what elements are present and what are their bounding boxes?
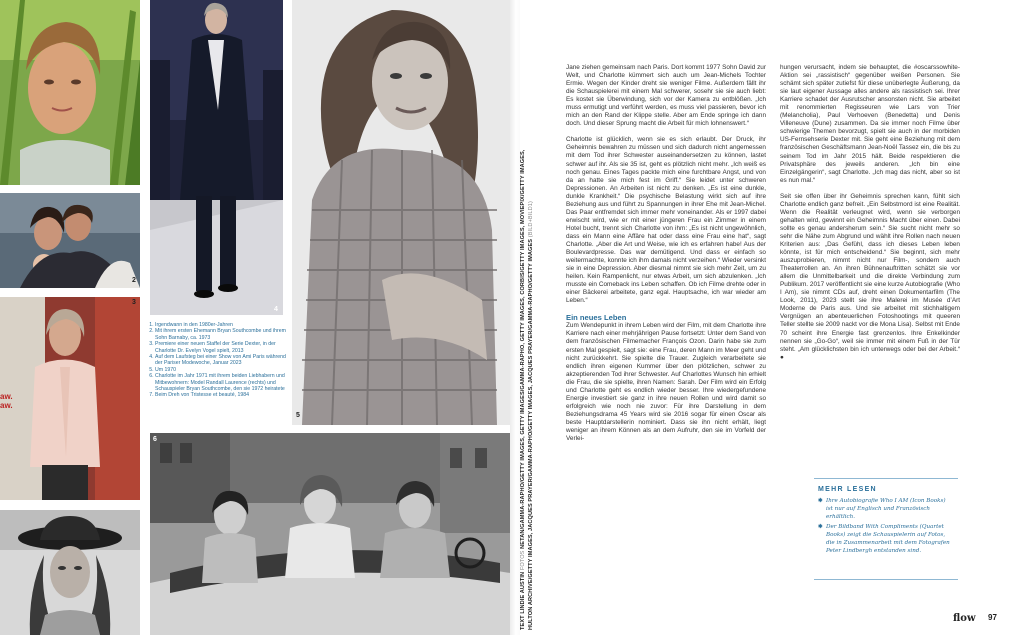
asterisk-icon: ✱	[818, 524, 823, 530]
photo-portrait-grass	[0, 0, 140, 185]
more-reading-item	[818, 497, 954, 521]
photo-hat-portrait	[0, 510, 140, 635]
caption-6: 6. Charlotte im Jahr 1971 mit ihrem beiden Liebhabern und Mitbewohnern: Model Randall Laurence (rechts) und Schauspieler Bryan Southcombe, den sie 1972 heiratete	[155, 373, 293, 392]
more-reading-item-text: Ihre Autobiografie Who I AM (Icon Books) ist nur auf Englisch und Französisch erhältlich.	[826, 498, 946, 520]
article-paragraph: Charlotte ist glücklich, wenn sie es sich erlaubt. Der Druck, ihr Geheimnis bewahren zu müssen und sich dadurch nicht angemessen mit dem Tod ihrer Schwester auseinandersetzen zu können, lastet schwer auf ihr. Als sie 35 ist, geht es plötzlich nicht mehr. „Ich weiß es noch genau. Eines Tages packte mich eine furchtbare Angst, und von da an hatte sie mich fest im Griff.“ Sie leidet unter schweren Depressionen. An Arbeiten ist nicht zu denken. „Es ist eine dunkle, dunkle Krankheit.“ Die psychische Belastung wirkt sich auf ihre Beziehung aus und führt zu Spannungen in ihrer Ehe mit Jean-Michel. Das Paar entfremdet sich immer mehr voneinander. Als er 1997 dabei erwischt wird, wie er mit einer jüngeren Frau ein Zimmer in einem Hotel bucht, trennt sich Charlotte von ihm: „Es ist nicht ungewöhnlich, dass ein Mann eine Affäre hat oder dass eine Frau eine hat“, sagt Charlotte. „Aber die Art und Weise, wie ich es erfahren habe! Aus der Boulevardpresse. Das war demütigend. Und dass er einfach so weitermachte, konnte ich ihm damals nicht verzeihen.“ Wieder versinkt sie in eine Depression. Aber diesmal nimmt sie sich mehr Zeit, um zu heilen. Kein Rampenlicht, nur etwas Arbeit, um sich abzulenken. „Ich musste ein Comeback ins Leben schaffen. Ob ich Filme drehte oder in einer Bäckerei arbeitete, ganz egal. Hauptsache, ich war wieder am Leben.“	[566, 136, 766, 305]
background-sign-text: aw. aw.	[0, 392, 13, 410]
more-reading-item-text: Der Bildband With Compliments (Quartet Books) zeigt die Schauspielerin auf Fotos, die in Zusammenarbeit mit dem Fotografen Peter Lindbergh entstanden sind.	[826, 524, 950, 554]
article-paragraph: Jane ziehen gemeinsam nach Paris. Dort kommt 1977 Sohn David zur Welt, und Charlotte kümmert sich auch um Jean-Michels Tochter Ermie. Wegen der Kinder dreht sie weniger Filme. Außerdem fällt ihr die Schauspielerei mit einem Mal schwerer, sosehr sie sie auch liebt: Es kostet sie Überwindung, sich vor der Kamera zu entblößen. „Ich muss ermutigt und verführt werden, es muss viel passieren, bevor ich mich an den Rand der Klippe stelle. Aber am Ende springe ich dann doch. Und dieser Sprung macht die Arbeit für mich lohnenswert.“	[566, 64, 766, 128]
section-heading: Ein neues Leben	[566, 313, 627, 323]
caption-5: 5. Um 1970	[155, 367, 293, 373]
photo-number-5: 5	[296, 412, 300, 419]
more-reading-box	[814, 478, 958, 580]
article-column-2	[780, 64, 960, 370]
more-reading-title: MEHR LESEN	[818, 486, 877, 493]
article-paragraph: Seit sie offen über ihr Geheimnis sprechen kann, fühlt sich Charlotte endlich ganz befreit. „Ein Selbstmord ist eine Realität. Wenn die Realität verleugnet wird, wenn sie verborgen gehalten wird, gewinnt ein Geheimnis Macht über einen. Dabei sollte es genau andersherum sein.“ Sie sucht nicht mehr so sehr die Nähe zum Abgrund und wählt ihre Rollen nach neuen Kriterien aus: „Das Gefühl, dass ich dieses Leben leben könnte, ist für mich entscheidend.“ Sie beginnt, sich mehr auszuprobieren, nimmt nicht nur Film-, sondern auch Theaterrollen an. An ihren Bühnenauftritten schätzt sie vor allem die Unmittelbarkeit und die direkte Verbindung zum Publikum. 2017 veröffentlicht sie eine kurze Autobiografie (Who I Am), sie nimmt CDs auf, dreht einen Dokumentarfilm (The Look, 2011), 2023 stellt sie ihre Malerei im Musée d’Art Moderne de Paris aus. Und sie arbeitet mit stichhaltigem Vergnügen an abenteuerlichen Fotoshootings mit queeren Teller stellte sie 2009 nackt vor die Mona Lisa). Selbst mit Ende 70 scheint ihre Energie fast grenzenlos. Ihre Enkelkinder nennen sie „Go-Go“, weil sie immer mit einem Fuß in der Tür steht. „Am glücklichsten bin ich unterwegs oder bei der Arbeit.“ ●	[780, 192, 960, 361]
photo-number-4: 4	[274, 306, 278, 313]
photo-credits	[520, 70, 542, 630]
photo-number-3: 3	[132, 299, 136, 306]
more-reading-item	[818, 523, 954, 555]
credits-list-2: HULTON ARCHIVE/GETTY IMAGES, JACQUES PRAYER/GAMMA-RAPHO/GETTY IMAGES, JACQUES PRAYER/GAMMA-RAPHO/GETTY IMAGES	[527, 238, 534, 630]
photo-family	[0, 193, 140, 288]
photo-main-portrait	[292, 0, 510, 425]
article-column-1	[566, 64, 766, 451]
caption-4: 4. Auf dem Laufsteg bei einer Show von Ami Paris während der Pariser Modewoche, Januar 2023	[155, 354, 293, 367]
asterisk-icon: ✱	[818, 498, 823, 504]
photo-number-6: 6	[153, 436, 157, 443]
photo-runway	[150, 0, 283, 315]
photo-premiere	[0, 297, 140, 500]
article-paragraph: hungen verursacht, indem sie behauptet, die #oscarssowhite-Aktion sei „rassistisch“ gegenüber weißen Personen. Sie schämt sich später zutiefst für diese unüberlegte Äußerung, da sie laut eigener Aussage alles andere als rassistisch sei. Ihrer Karriere schadet der Ausrutscher ansonsten nicht. Sie arbeitet mit renommierten Regisseuren wie Lars von Trier (Melancholia), Paul Verhoeven (Benedetta) und Denis Villeneuve (Dune) zusammen. Da sie immer noch Filme über schwierige Themen bevorzugt, spielt sie auch in der morbiden US-Fernsehserie Dexter mit. Sie geht eine Beziehung mit dem französischen Geschäftsmann Jean-Noël Tassez ein, die bis zu seinem Tod im Jahr 2015 hält. Beide respektieren die Privatsphäre des jeweils anderen. „Ich bin eine Einzelgängerin“, sagt Charlotte. „Ich mag das nicht, aber so ist es nun mal.“	[780, 64, 960, 184]
caption-7: 7. Beim Dreh von Tristesse et beauté, 1984	[155, 392, 293, 398]
photo-captions-list	[146, 322, 293, 399]
magazine-logo: flow	[953, 613, 976, 624]
page-gutter	[510, 0, 520, 635]
article-paragraph: Zum Wendepunkt in ihrem Leben wird der Film, mit dem Charlotte ihre Karriere nach einer mehrjährigen Pause fortsetzt: Unter dem Sand von dem französischen Filmemacher François Ozon. Darin habe sie zum ersten Mal gespielt, sagt sie: eine Frau, deren Mann im Meer geht und nicht zurückkehrt. Sie spielte die Trauer. Zugleich verarbeitete sie endlich ihren eigenen Kummer über den plötzlichen, schwer zu akzeptierenden Tod ihrer Schwester. Auf Charlottes Wunsch hin erhielt die Frau, die sie spielte, ihren Namen: Sarah. Der Film wird ein Erfolg und Charlotte geht es endlich wieder besser. Ihre wiedergefundene Energie investiert sie ganz in ihre neuen Rollen und wird damit so erfolgreich wie noch nie zuvor: Für ihre Darstellung in dem Beziehungsdrama 45 Years wird sie 2016 sogar für einen Oscar als beste Hauptdarstellerin nominiert. Dass sie ihn nicht erhält, liegt weniger an ihrem Können als an dem Aufruhr, den sie im Vorfeld der Verlei-	[566, 322, 766, 443]
credits-tail: (BILD+BILD1)	[527, 201, 534, 238]
credits-text-label: TEXT	[520, 615, 526, 630]
credits-fotos-label: FOTOS	[520, 550, 526, 571]
credits-author: LINDIE AUSTIN	[520, 571, 526, 614]
photo-convertible-car	[150, 433, 510, 635]
caption-1: 1. Irgendwann in den 1980er-Jahren	[155, 322, 293, 328]
photo-number-2: 2	[132, 277, 136, 284]
caption-2: 2. Mit ihrem ersten Ehemann Bryan Southcombe und ihrem Sohn Barnaby, ca. 1973	[155, 328, 293, 341]
caption-3: 3. Premiere einer neuen Staffel der Serie Dexter, in der Charlotte Dr. Evelyn Vogel spielt, 2013	[155, 341, 293, 354]
credits-list: NETAN/GAMMA-RAPHO/GETTY IMAGES, GETTY IMAGES/GAMMA-RAPHO, GETTY IMAGES, CORBIS/GETTY IMAGES, MOVIEPIX/GETTY IMAGES,	[520, 149, 526, 549]
page-number: 97	[988, 613, 997, 622]
